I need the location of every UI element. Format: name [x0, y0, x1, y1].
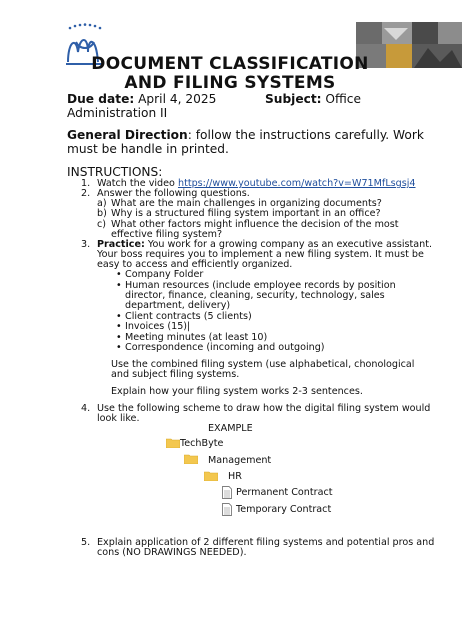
use-combined-line2: and subject filing systems. — [111, 369, 240, 380]
video-link[interactable]: https://www.youtube.com/watch?v=W71MfLsgsj4 — [177, 178, 416, 189]
subject-label: Subject: — [265, 92, 322, 106]
bullet-item: Invoices (15)| — [125, 321, 191, 332]
general-direction — [67, 128, 424, 142]
general-direction-text-cont: must be handle in printed. — [67, 142, 229, 156]
item1-text: Watch the video — [97, 178, 175, 189]
example-label: EXAMPLE — [208, 423, 253, 434]
bullet-item: Company Folder — [125, 269, 204, 280]
item5-line2: cons (NO DRAWINGS NEEDED). — [97, 547, 247, 558]
subject-value: Office — [325, 92, 361, 106]
folder-icon — [166, 438, 180, 448]
question-c-line1: What other factors might influence the decision of the most — [111, 219, 399, 230]
item2-text: Answer the following questions. — [97, 188, 250, 199]
bullet-dot: • — [116, 332, 122, 343]
question-c-label: c) — [97, 219, 107, 230]
item5-number: 5. — [81, 537, 91, 548]
item3-line3: easy to access and efficiently organized. — [97, 259, 293, 270]
tree-hr-label: HR — [228, 471, 242, 482]
subject — [265, 92, 361, 106]
item4-line2: look like. — [97, 413, 140, 424]
item3-text: You work for a growing company as an executive assistant. — [144, 239, 433, 250]
item3-number: 3. — [81, 239, 91, 250]
subject-value-cont: Administration II — [67, 106, 168, 120]
bullet-dot: • — [116, 280, 122, 291]
folder-icon — [204, 471, 218, 481]
item3-line2: Your boss requires you to implement a new filing system. It must be — [97, 249, 424, 260]
bullet-item: Client contracts (5 clients) — [125, 311, 252, 322]
document-icon — [222, 486, 232, 499]
bullet-item: Human resources (include employee records by position — [125, 280, 396, 291]
bullet-dot: • — [116, 269, 122, 280]
bullet-dot: • — [116, 311, 122, 322]
tree-doc2-label: Temporary Contract — [236, 504, 332, 515]
question-b: Why is a structured filing system important in an office? — [111, 208, 381, 219]
item2-number: 2. — [81, 188, 91, 199]
use-combined-line1: Use the combined filing system (use alphabetical, chonological — [111, 359, 415, 370]
due-date-label: Due date: — [67, 92, 135, 106]
bullet-item: Correspondence (incoming and outgoing) — [125, 342, 325, 353]
due-date — [67, 92, 216, 106]
question-c-line2: effective filing system? — [111, 229, 223, 240]
general-direction-text: : follow the instructions carefully. Work — [187, 128, 424, 142]
bullet-dot: • — [116, 342, 122, 353]
item4-line1: Use the following scheme to draw how the digital filing system would — [97, 403, 431, 414]
instructions-heading: INSTRUCTIONS: — [67, 165, 163, 179]
bullet-item-cont: department, delivery) — [125, 300, 231, 311]
document-icon — [222, 503, 232, 516]
question-b-label: b) — [97, 208, 107, 219]
bullet-item: Meeting minutes (at least 10) — [125, 332, 268, 343]
tree-doc1-label: Permanent Contract — [236, 487, 333, 498]
folder-icon — [184, 454, 198, 464]
item1-number: 1. — [81, 178, 91, 189]
document-title-line2: AND FILING SYSTEMS — [124, 73, 336, 93]
item4-number: 4. — [81, 403, 91, 414]
question-a: What are the main challenges in organizing documents? — [111, 198, 382, 209]
practice-label: Practice: — [97, 239, 145, 250]
document-title-line1: DOCUMENT CLASSIFICATION — [91, 54, 369, 74]
tree-management-label: Management — [208, 455, 272, 466]
explain-text: Explain how your filing system works 2-3 sentences. — [111, 386, 363, 397]
general-direction-label: General Direction — [67, 128, 188, 142]
bullet-dot: • — [116, 321, 122, 332]
tree-root-label: TechByte — [180, 438, 224, 449]
bullet-item-cont: director, finance, cleaning, security, technology, sales — [125, 290, 385, 301]
due-date-value: April 4, 2025 — [138, 92, 217, 106]
item5-line1: Explain application of 2 different filing systems and potential pros and — [97, 537, 435, 548]
question-a-label: a) — [97, 198, 107, 209]
